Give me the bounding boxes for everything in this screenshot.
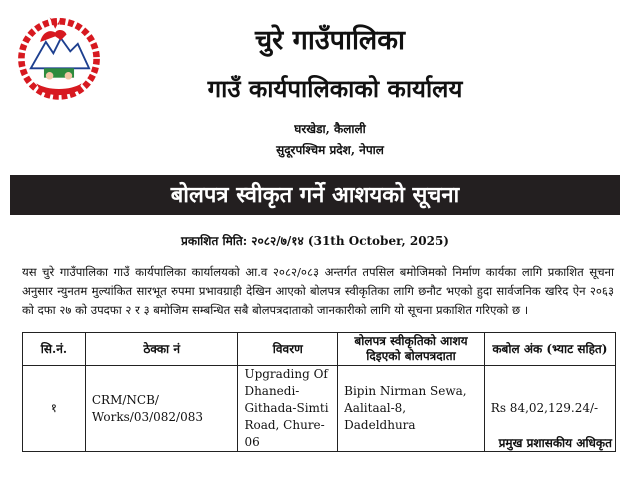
notice-body: यस चुरे गाउँपालिका गाउँ कार्यपालिका कार्यालयको आ.व २०८२/०८३ अन्तर्गत तपसिल बमोजिमको निर्माण कार्यका लागि प्रकाशित सूचना अनुसार न्युनतम मुल्यांकित सारभूत रुपमा प्रभावग्राही देखिन आएको बोलपत्र स्वीकृतिका लागि छनौट भएको हुदा सार्वजनिक खरिद ऐन २०६३ को दफा २७ को उपदफा २ र ३ बमोजिम सम्बन्धित सबै बोलपत्रदाताको जानकारीको लागि यो सूचना प्रकाशित गरिएको छ ।: [22, 265, 614, 317]
header-contract-no: ठेक्का नं: [85, 333, 238, 366]
cell-bidder: Bipin Nirman Sewa, Aalitaal-8, Dadeldhura: [338, 366, 485, 452]
cell-description: Upgrading Of Dhanedi-Githada-Simti Road, Chure-06: [238, 366, 338, 452]
address-line-2: सुदूरपश्चिम प्रदेश, नेपाल: [276, 143, 384, 157]
header-amount: कबोल अंक (भ्याट सहित): [484, 333, 615, 366]
signature: प्रमुख प्रशासकीय अधिकृत: [498, 436, 612, 450]
cell-sn: १: [23, 366, 86, 452]
table-header-row: [23, 333, 616, 366]
published-date: प्रकाशित मिति: २०८२/७/१४ (31th October, 2025): [181, 234, 449, 248]
page-title: चुरे गाउँपालिका: [255, 25, 405, 56]
address-line-1: घरखेडा, कैलाली: [294, 122, 366, 136]
cell-contract-no: CRM/NCB/ Works/03/082/083: [85, 366, 238, 452]
header-bidder: बोलपत्र स्वीकृतिको आशय दिइएको बोलपत्रदाता: [338, 333, 485, 366]
header-sn: सि.नं.: [23, 333, 86, 366]
header-description: विवरण: [238, 333, 338, 366]
office-name: गाउँ कार्यपालिकाको कार्यालय: [207, 74, 463, 103]
cell-amount: Rs 84,02,129.24/-: [484, 366, 615, 452]
notice-heading-banner: बोलपत्र स्वीकृत गर्ने आशयको सूचना: [10, 175, 620, 215]
